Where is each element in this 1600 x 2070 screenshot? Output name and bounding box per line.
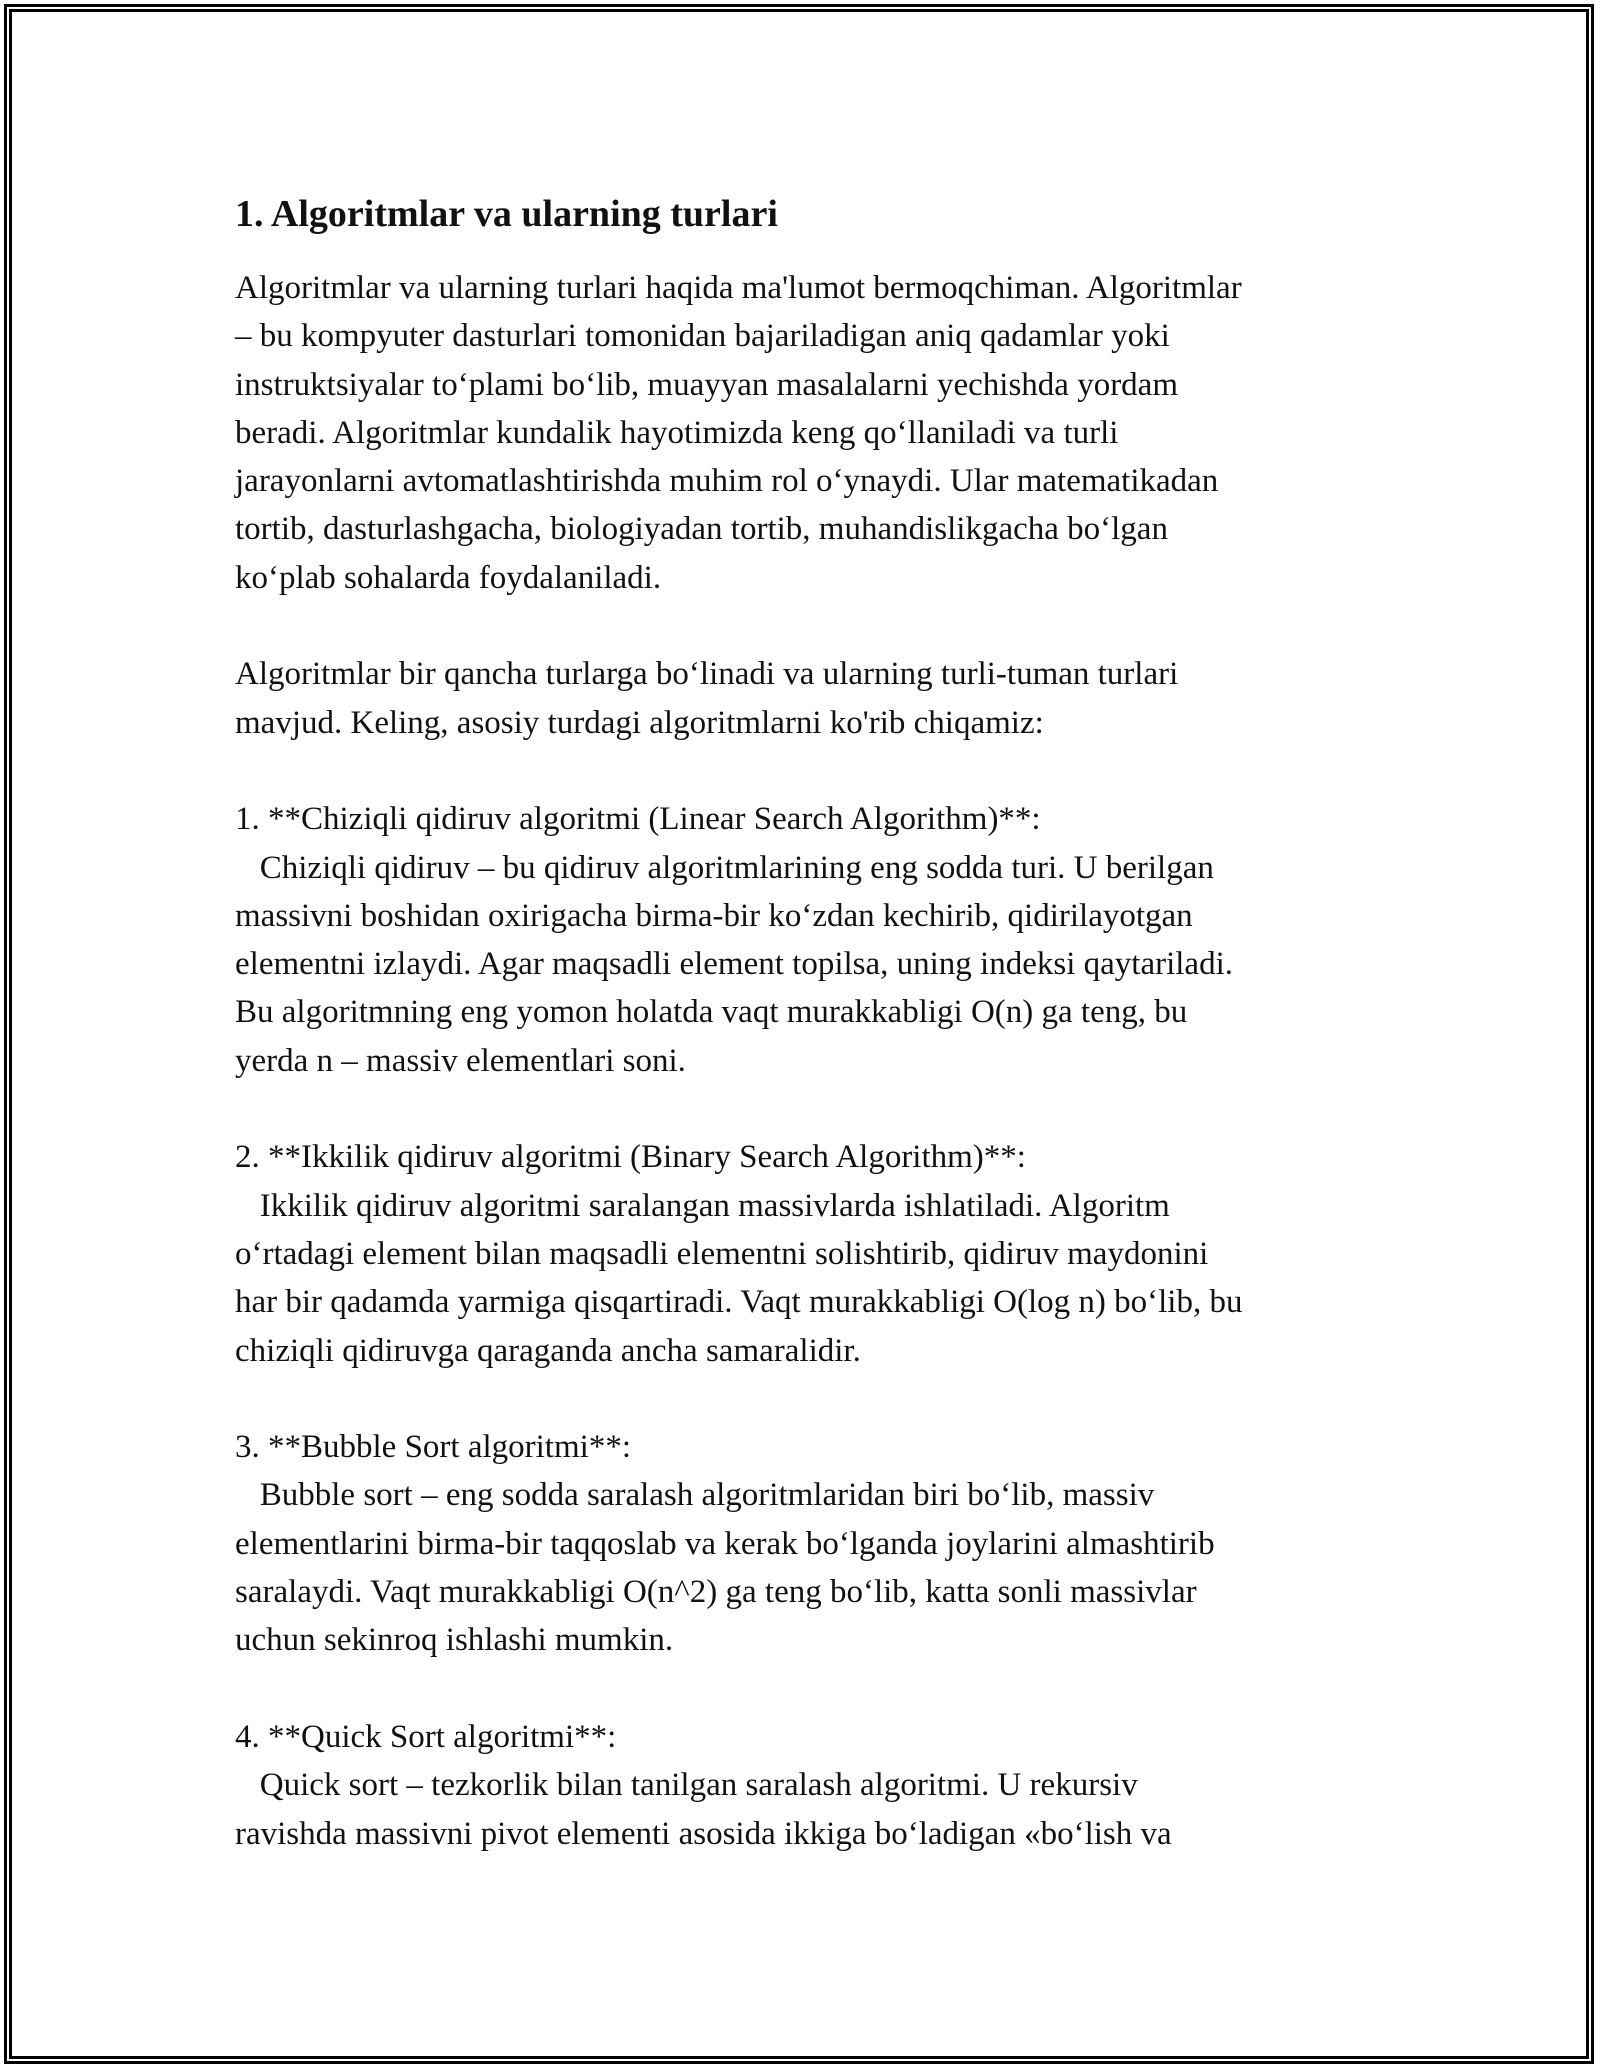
list-item-quick-sort: 4. **Quick Sort algoritmi**: Quick sort – tezkorlik bilan tanilgan saralash algoritmi. U rekursiv ravishda massivni pivot elementi asosida ikkiga bo‘ladigan «bo‘lish va [235, 1718, 1172, 1852]
list-item-linear-search: 1. **Chiziqli qidiruv algoritmi (Linear Search Algorithm)**: Chiziqli qidiruv – bu qidiruv algoritmlarining eng sodda turi. U berilgan massivni boshidan oxirigacha birma-bir ko‘zdan kechirib, qidirilayotgan elementni izlaydi. Agar maqsadli element topilsa, uning indeksi qaytariladi. Bu algoritmning eng yomon holatda vaqt murakkabligi O(n) ga teng, bu yerda n – massiv elementlari soni. [235, 801, 1233, 1079]
section-heading: 1. Algoritmlar va ularning turlari [235, 193, 778, 235]
paragraph-gap [235, 602, 1365, 650]
list-item-binary-search: 2. **Ikkilik qidiruv algoritmi (Binary Search Algorithm)**: Ikkilik qidiruv algoritmi saralangan massivlarda ishlatiladi. Algoritm o‘rtadagi element bilan maqsadli elementni solishtirib, qidiruv maydonini har bir qadamda yarmiga qisqartiradi. Vaqt murakkabligi O(log n) bo‘lib, bu chiziqli qidiruvga qaraganda ancha samaralidir. [235, 1139, 1243, 1369]
list-item-bubble-sort: 3. **Bubble Sort algoritmi**: Bubble sort – eng sodda saralash algoritmlaridan biri bo‘lib, massiv elementlarini birma-bir taqqoslab va kerak bo‘lganda joylarini almashtirib saralaydi. Vaqt murakkabligi O(n^2) ga teng bo‘lib, katta sonli massivlar uchun sekinroq ishlashi mumkin. [235, 1429, 1215, 1659]
types-intro-paragraph: Algoritmlar bir qancha turlarga bo‘linadi va ularning turli-tuman turlari mavjud. Keling, asosiy turdagi algoritmlarni ko'rib chiqamiz: [235, 656, 1179, 741]
document-body [235, 190, 1365, 1858]
paragraph-gap [235, 1085, 1365, 1133]
paragraph-gap [235, 1665, 1365, 1713]
intro-paragraph: Algoritmlar va ularning turlari haqida ma'lumot bermoqchiman. Algoritmlar – bu kompyuter dasturlari tomonidan bajariladigan aniq qadamlar yoki instruktsiyalar to‘plami bo‘lib, muayyan masalalarni yechishda yordam beradi. Algoritmlar kundalik hayotimizda keng qo‘llaniladi va turli jarayonlarni avtomatlashtirishda muhim rol o‘ynaydi. Ular matematikadan tortib, dasturlashgacha, biologiyadan tortib, muhandislikgacha bo‘lgan ko‘plab sohalarda foydalaniladi. [235, 270, 1242, 596]
paragraph-gap [235, 1375, 1365, 1423]
paragraph-gap [235, 747, 1365, 795]
